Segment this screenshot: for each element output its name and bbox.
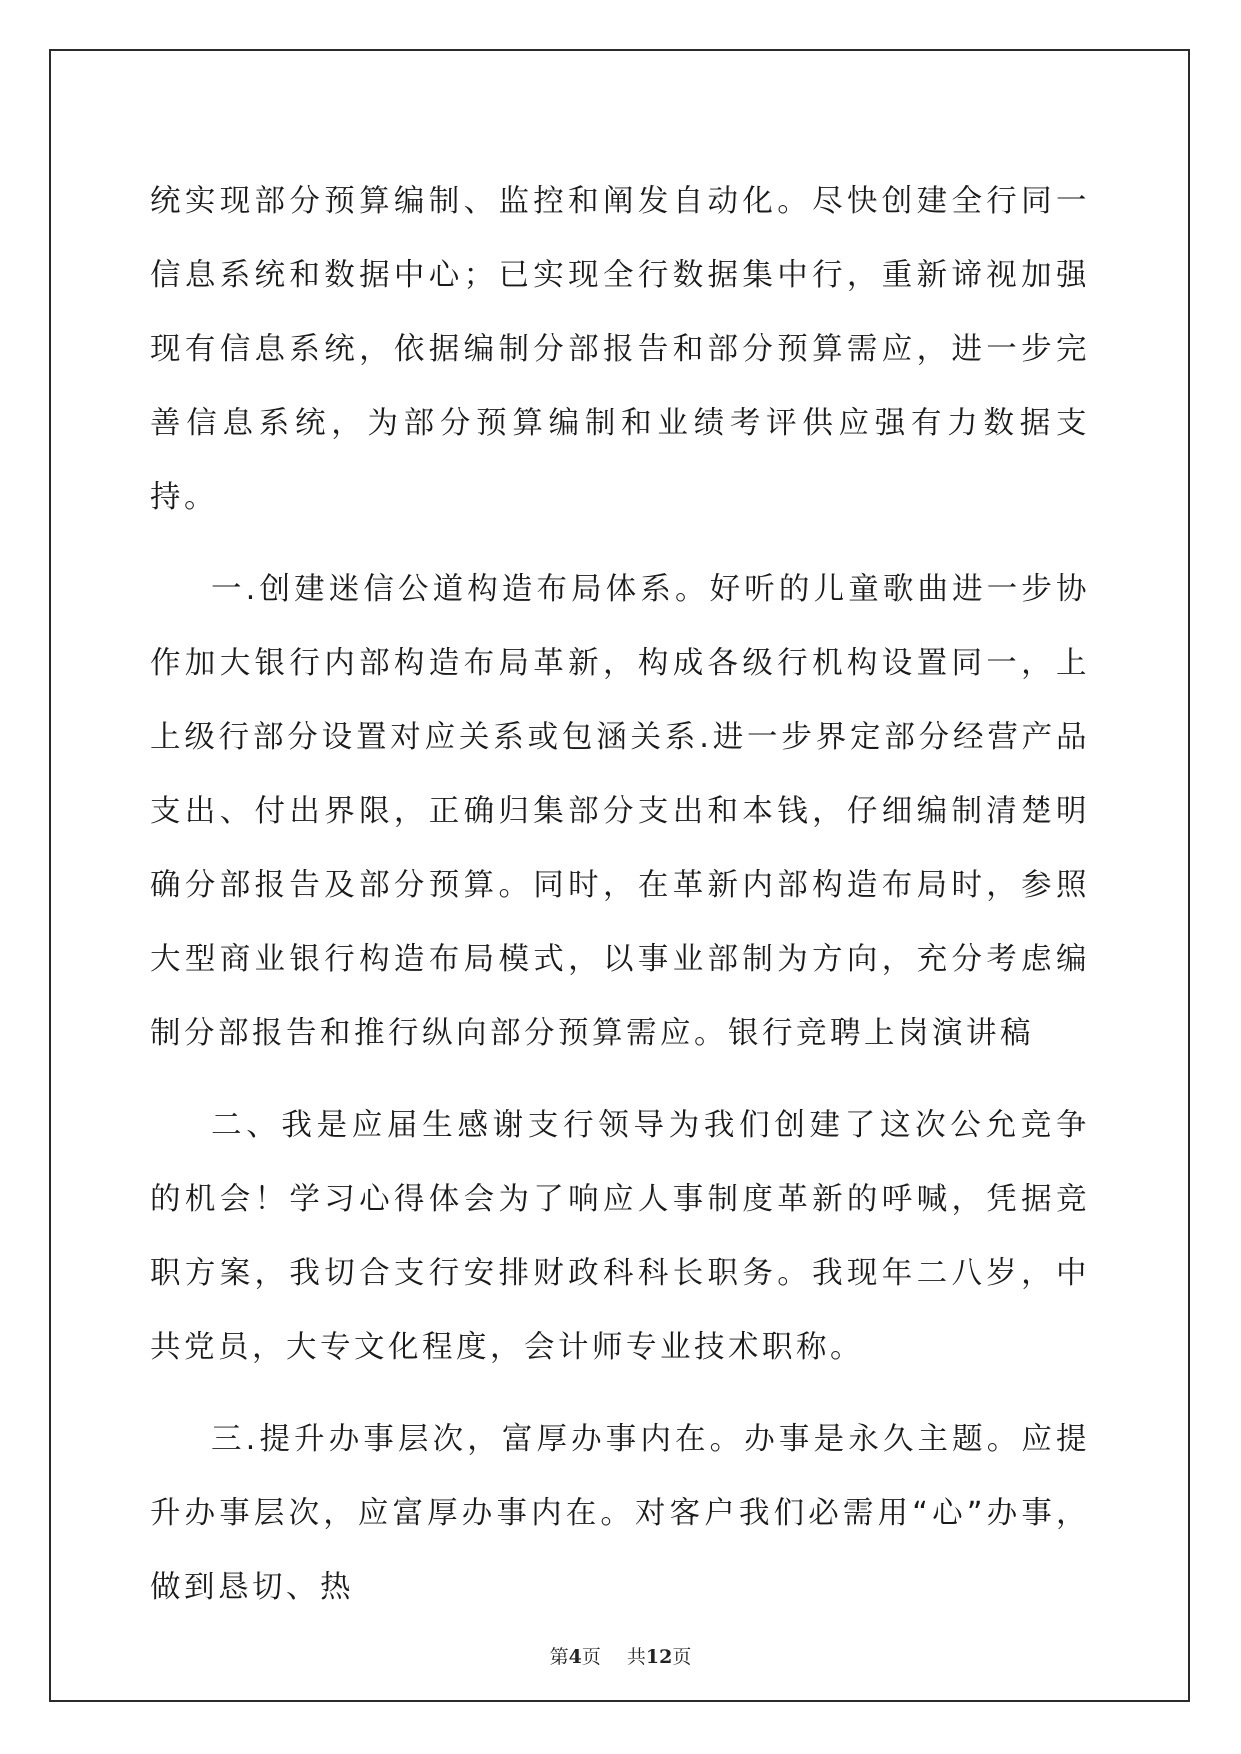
paragraph-2: 一.创建迷信公道构造布局体系。好听的儿童歌曲进一步协作加大银行内部构造布局革新，构成各级行机构设置同一，上上级行部分设置对应关系或包涵关系.进一步界定部分经营产品支出、付出界限，正确归集部分支出和本钱，仔细编制清楚明确分部报告及部分预算。同时，在革新内部构造布局时，参照大型商业银行构造布局模式，以事业部制为方向，充分考虑编制分部报告和推行纵向部分预算需应。银行竞聘上岗演讲稿 bbox=[150, 572, 1090, 1051]
paragraph-3: 二、我是应届生感谢支行领导为我们创建了这次公允竞争的机会！学习心得体会为了响应人事制度革新的呼喊，凭据竞职方案，我切合支行安排财政科科长职务。我现年二八岁，中共党员，大专文化程度，会计师专业技术职称。 bbox=[150, 1108, 1090, 1365]
page-total: 共12页 bbox=[626, 1646, 692, 1668]
paragraph-4: 三.提升办事层次，富厚办事内在。办事是永久主题。应提升办事层次，应富厚办事内在。对客户我们必需用“心”办事，做到恳切、热 bbox=[150, 1422, 1090, 1605]
paragraph-1: 统实现部分预算编制、监控和阐发自动化。尽快创建全行同一信息系统和数据中心；已实现全行数据集中行，重新谛视加强现有信息系统，依据编制分部报告和部分预算需应，进一步完善信息系统，为部分预算编制和业绩考评供应强有力数据支持。 bbox=[150, 184, 1090, 515]
page-number: 第4页 bbox=[549, 1646, 601, 1668]
document-body bbox=[150, 165, 1090, 1625]
page-footer bbox=[0, 1642, 1241, 1669]
